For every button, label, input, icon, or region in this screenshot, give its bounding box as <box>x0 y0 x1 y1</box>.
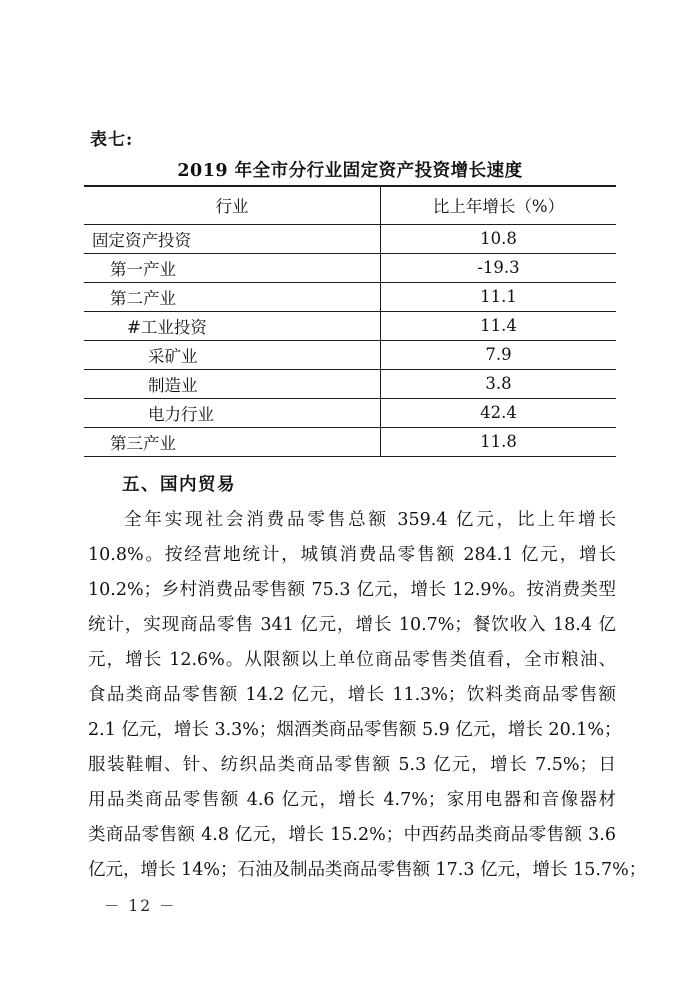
row-value: 11.8 <box>381 427 617 456</box>
table-row <box>84 369 616 398</box>
paragraph-line: 用品类商品零售额 4.6 亿元，增长 4.7%；家用电器和音像器材 <box>88 790 616 810</box>
row-label: 制造业 <box>84 369 381 398</box>
row-value: 7.9 <box>381 340 617 369</box>
row-label: 第三产业 <box>84 427 381 456</box>
table-row <box>84 282 616 311</box>
paragraph-line: 类商品零售额 4.8 亿元，增长 15.2%；中西药品类商品零售额 3.6 <box>88 825 616 845</box>
row-label: 采矿业 <box>84 340 381 369</box>
paragraph-line: 10.2%；乡村消费品零售额 75.3 亿元，增长 12.9%。按消费类型 <box>88 580 616 600</box>
row-label: 第二产业 <box>84 282 381 311</box>
row-value: 11.4 <box>381 311 617 340</box>
row-label: 固定资产投资 <box>84 224 381 253</box>
paragraph-line: 全年实现社会消费品零售总额 359.4 亿元，比上年增长 <box>124 510 616 530</box>
column-header-industry: 行业 <box>84 186 381 224</box>
table-body <box>84 224 616 456</box>
row-value: 42.4 <box>381 398 617 427</box>
paragraph-line: 服装鞋帽、针、纺织品类商品零售额 5.3 亿元，增长 7.5%；日 <box>88 755 616 775</box>
table-row <box>84 427 616 456</box>
paragraph-line: 统计，实现商品零售 341 亿元，增长 10.7%；餐饮收入 18.4 亿 <box>88 615 616 635</box>
row-label: 电力行业 <box>84 398 381 427</box>
row-value: -19.3 <box>381 253 617 282</box>
row-label: 第一产业 <box>84 253 381 282</box>
table-caption: 表七: <box>90 130 134 150</box>
paragraph-line: 2.1 亿元，增长 3.3%；烟酒类商品零售额 5.9 亿元，增长 20.1%； <box>88 720 622 740</box>
table-header <box>84 186 616 224</box>
row-label: #工业投资 <box>84 311 381 340</box>
table-row <box>84 398 616 427</box>
body-paragraph <box>88 503 647 888</box>
row-value: 3.8 <box>381 369 617 398</box>
investment-growth-table <box>84 185 616 457</box>
paragraph-line: 元，增长 12.6%。从限额以上单位商品零售类值看，全市粮油、 <box>88 650 616 670</box>
table-row <box>84 311 616 340</box>
table-row <box>84 253 616 282</box>
table-title: 2019 年全市分行业固定资产投资增长速度 <box>177 161 523 181</box>
paragraph-line: 10.8%。按经营地统计，城镇消费品零售额 284.1 亿元，增长 <box>88 545 616 565</box>
paragraph-line: 食品类商品零售额 14.2 亿元，增长 11.3%；饮料类商品零售额 <box>88 685 616 705</box>
paragraph-line: 亿元，增长 14%；石油及制品类商品零售额 17.3 亿元，增长 15.7%； <box>88 860 647 880</box>
page-number: － 12 － <box>104 897 177 915</box>
table-row <box>84 224 616 253</box>
column-header-growth: 比上年增长（%） <box>381 186 617 224</box>
table-row <box>84 340 616 369</box>
section-heading-domestic-trade: 五、国内贸易 <box>122 475 236 495</box>
row-value: 10.8 <box>381 224 617 253</box>
table-header-row <box>84 186 616 224</box>
row-value: 11.1 <box>381 282 617 311</box>
